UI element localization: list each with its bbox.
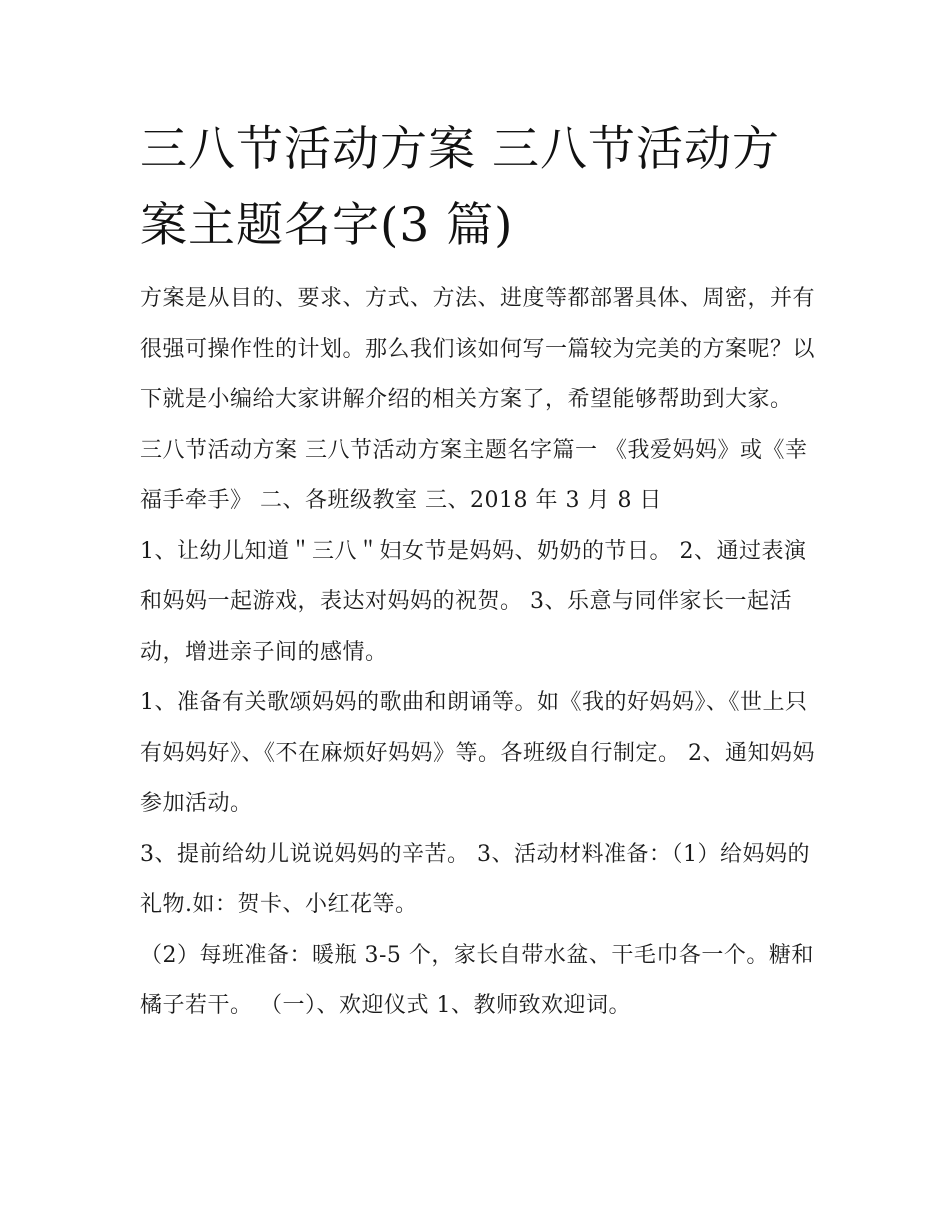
paragraph-materials: 3、提前给幼儿说说妈妈的辛苦。 3、活动材料准备：（1）给妈妈的礼物.如：贺卡、小红花等。 (140, 841, 810, 917)
paragraph-theme: 三八节活动方案 三八节活动方案主题名字篇一 《我爱妈妈》或《幸福手牵手》 二、各班级教室 三、2018 年 3 月 8 日 (140, 437, 808, 513)
paragraph-class-prep: （2）每班准备：暖瓶 3-5 个，家长自带水盆、干毛巾各一个。糖和橘子若干。 （一）、欢迎仪式 1、教师致欢迎词。 (140, 942, 814, 1018)
document-page (140, 112, 820, 1032)
paragraph-preparation: 1、准备有关歌颂妈妈的歌曲和朗诵等。如《我的好妈妈》、《世上只有妈妈好》、《不在麻烦好妈妈》等。各班级自行制定。 2、通知妈妈参加活动。 (140, 690, 815, 816)
paragraph-intro: 方案是从目的、要求、方式、方法、进度等都部署具体、周密，并有很强可操作性的计划。那么我们该如何写一篇较为完美的方案呢？以下就是小编给大家讲解介绍的相关方案了，希望能够帮助到大家。 (140, 286, 816, 412)
document-body (140, 274, 820, 1032)
paragraph-goals: 1、让幼儿知道＂三八＂妇女节是妈妈、奶奶的节日。 2、通过表演和妈妈一起游戏，表达对妈妈的祝贺。 3、乐意与同伴家长一起活动，增进亲子间的感情。 (140, 538, 807, 665)
document-title: 三八节活动方案 三八节活动方案主题名字(3 篇) (140, 122, 780, 253)
